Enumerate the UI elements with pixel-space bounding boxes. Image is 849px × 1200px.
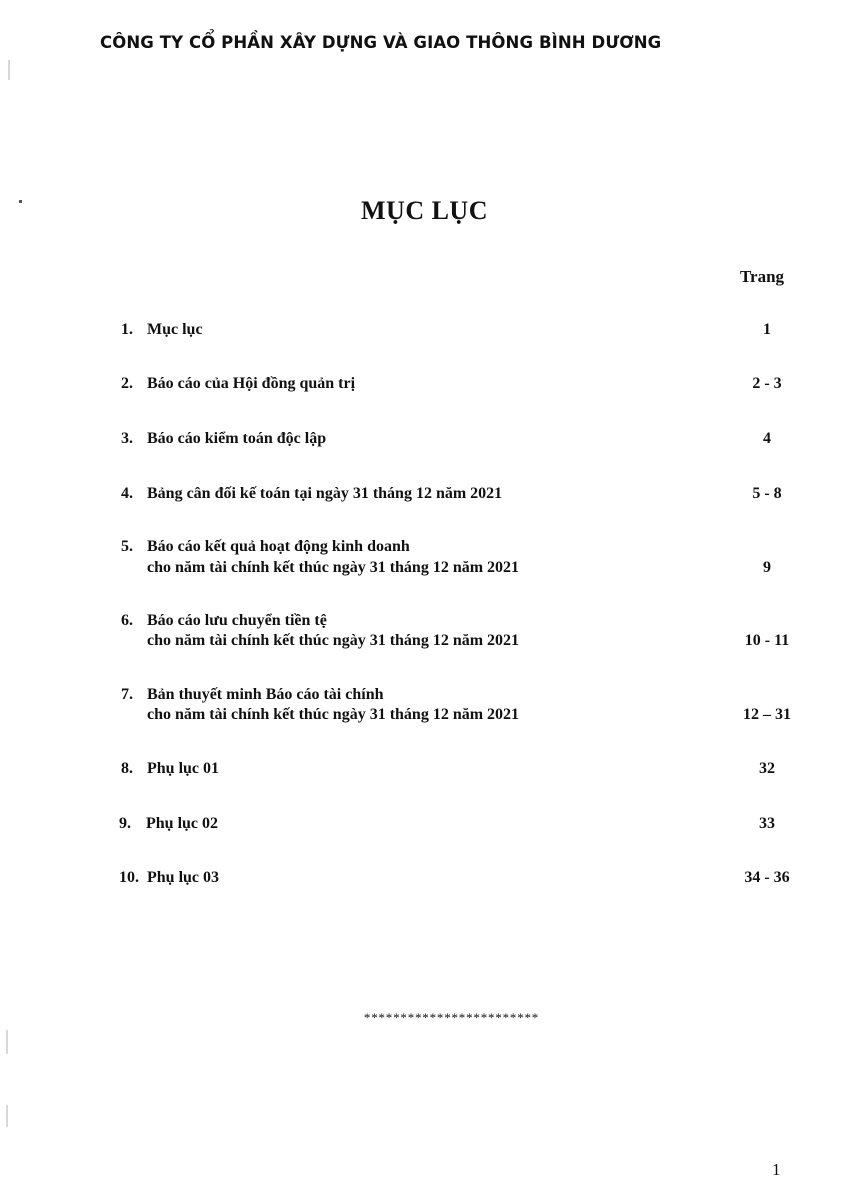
company-name: CÔNG TY CỔ PHẦN XÂY DỰNG VÀ GIAO THÔNG BÌNH DƯƠNG [100,33,662,52]
scan-mark [6,1030,8,1054]
toc-item-number: 8. [121,760,133,777]
toc-item-title: Bảng cân đối kế toán tại ngày 31 tháng 12 năm 2021 [147,485,503,502]
toc-item-page: 5 - 8 [752,485,782,502]
toc-item-number: 5. [121,538,133,555]
toc-item-title: Báo cáo kiểm toán độc lập [147,430,327,447]
toc-item-subtitle: cho năm tài chính kết thúc ngày 31 tháng 12 năm 2021 [147,632,520,649]
toc-item-title: Phụ lục 03 [147,869,220,886]
toc-item-page: 10 - 11 [744,632,790,649]
toc-item-number: 7. [121,686,133,703]
toc-item-number: 9. [119,815,131,832]
toc-item-page: 4 [763,430,771,447]
toc-item-number: 10. [119,869,139,886]
toc-item-page: 12 – 31 [743,706,791,723]
toc-item-title: Bản thuyết minh Báo cáo tài chính [147,686,384,703]
toc-item-title: Báo cáo lưu chuyển tiền tệ [147,612,327,629]
toc-item-page: 33 [759,815,775,832]
toc-item-title: Phụ lục 02 [146,815,219,832]
toc-item-title: Báo cáo kết quả hoạt động kinh doanh [147,538,410,555]
scan-mark [8,60,10,80]
toc-item-page: 32 [759,760,775,777]
toc-item-number: 2. [121,375,133,392]
document-title: MỤC LỤC [361,196,488,225]
footer-separator: ************************ [363,1010,540,1025]
toc-item-subtitle: cho năm tài chính kết thúc ngày 31 tháng 12 năm 2021 [147,559,520,576]
toc-item-title: Báo cáo của Hội đồng quản trị [147,375,356,392]
toc-item-number: 4. [121,485,133,502]
toc-item-title: Mục lục [147,321,203,338]
toc-item-title: Phụ lục 01 [147,760,220,777]
scan-mark [6,1105,8,1127]
page-number: 1 [772,1160,781,1179]
toc-item-page: 1 [763,321,771,338]
toc-item-subtitle: cho năm tài chính kết thúc ngày 31 tháng 12 năm 2021 [147,706,520,723]
toc-item-number: 3. [121,430,133,447]
toc-item-page: 34 - 36 [744,869,790,886]
toc-item-number: 1. [121,321,133,338]
toc-item-page: 9 [763,559,771,576]
page-column-label: Trang [739,267,785,286]
toc-item-page: 2 - 3 [752,375,782,392]
toc-item-number: 6. [121,612,133,629]
